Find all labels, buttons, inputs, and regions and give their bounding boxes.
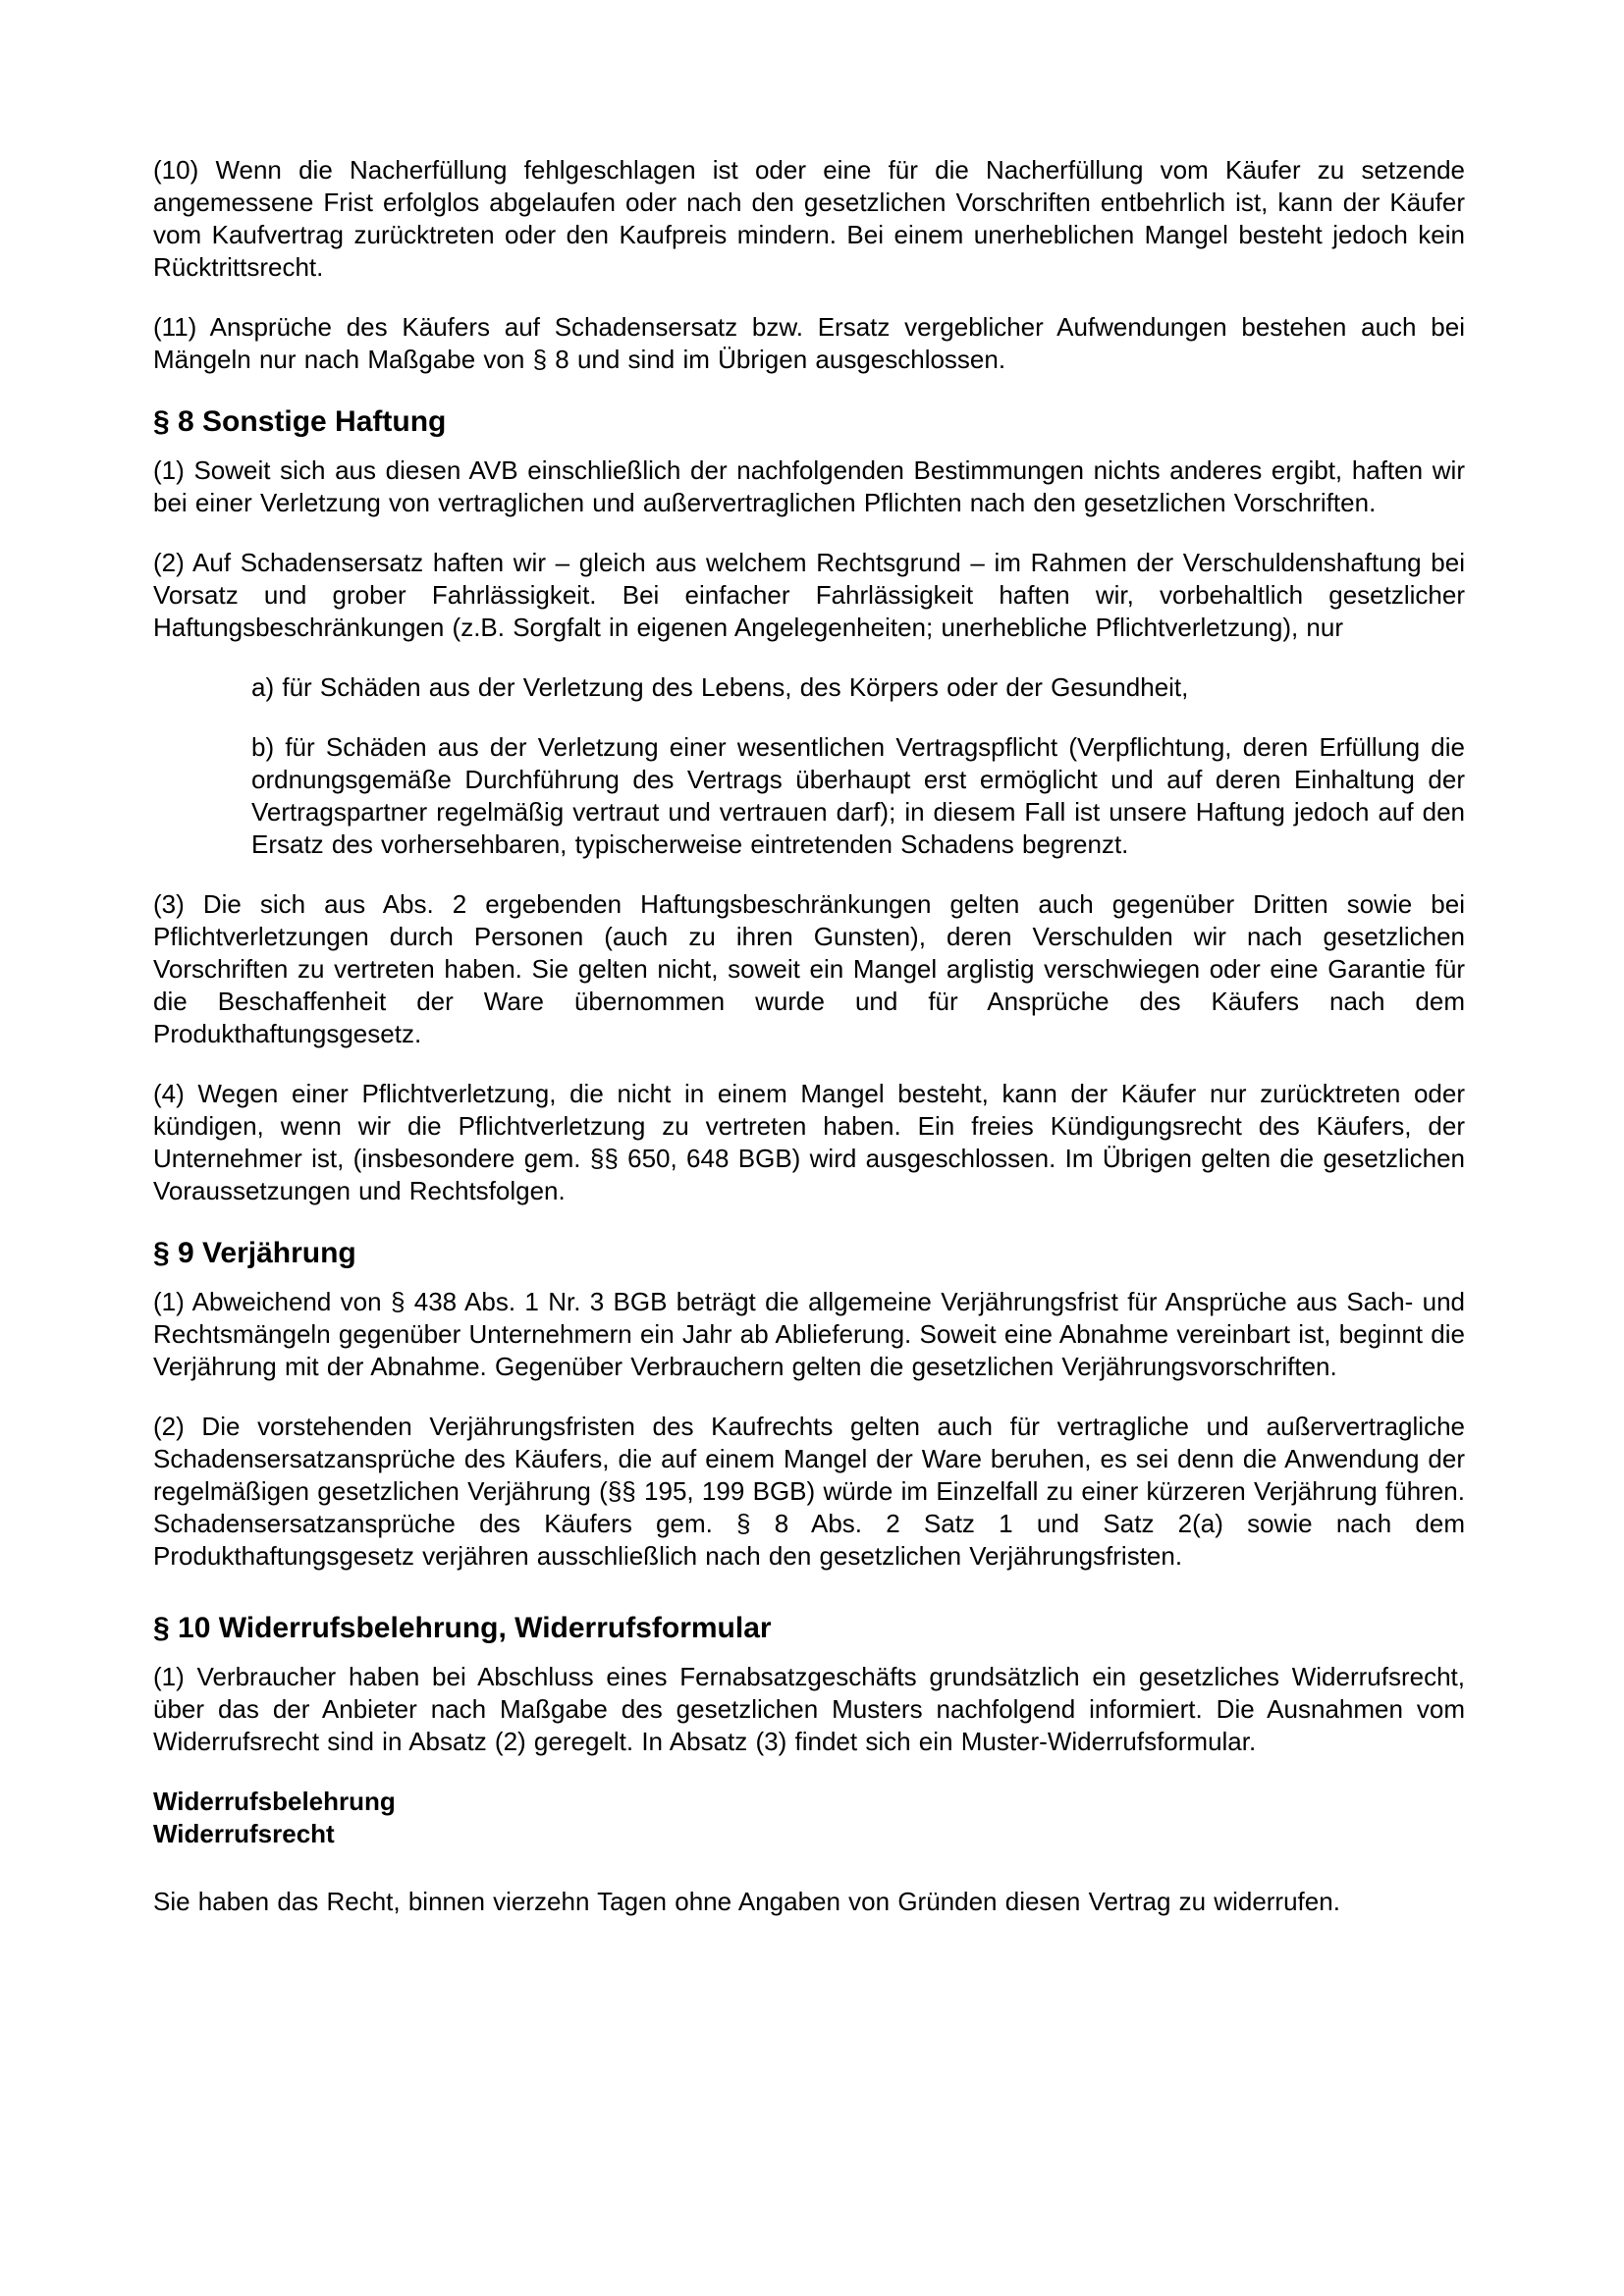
section-10-heading: § 10 Widerrufsbelehrung, Widerrufsformular	[153, 1612, 772, 1644]
section-8-paragraph-4: (4) Wegen einer Pflichtverletzung, die nicht in einem Mangel besteht, kann der Käufer nur zurücktreten oder kündigen, wenn wir die Pflichtverletzung zu vertreten haben. Ein freies Kündigungsrecht des Käufers, der Unternehmer ist, (insbesondere gem. §§ 650, 648 BGB) wird ausgeschlossen. Im Übrigen gelten die gesetzlichen Voraussetzungen und Rechtsfolgen.	[153, 1079, 1465, 1205]
section-9-heading: § 9 Verjährung	[153, 1237, 356, 1269]
section-9-paragraph-2: (2) Die vorstehenden Verjährungsfristen des Kaufrechts gelten auch für vertragliche und außervertragliche Schadensersatzansprüche des Käufers, die auf einem Mangel der Ware beruhen, es sei denn die Anwendung der regelmäßigen gesetzlichen Verjährung (§§ 195, 199 BGB) würde im Einzelfall zu einer kürzeren Verjährung führen. Schadensersatzansprüche des Käufers gem. § 8 Abs. 2 Satz 1 und Satz 2(a) sowie nach dem Produkthaftungsgesetz verjähren ausschließlich nach den gesetzlichen Verjährungsfristen.	[153, 1412, 1465, 1571]
document-content	[153, 154, 1465, 1918]
section-9-paragraph-1: (1) Abweichend von § 438 Abs. 1 Nr. 3 BGB beträgt die allgemeine Verjährungsfrist für Ansprüche aus Sach- und Rechtsmängeln gegenüber Unternehmern ein Jahr ab Ablieferung. Soweit eine Abnahme vereinbart ist, beginnt die Verjährung mit der Abnahme. Gegenüber Verbrauchern gelten die gesetzlichen Verjährungsvorschriften.	[153, 1287, 1465, 1381]
section-8-paragraph-2: (2) Auf Schadensersatz haften wir – gleich aus welchem Rechtsgrund – im Rahmen der Verschuldenshaftung bei Vorsatz und grober Fahrlässigkeit. Bei einfacher Fahrlässigkeit haften wir, vorbehaltlich gesetzlicher Haftungsbeschränkungen (z.B. Sorgfalt in eigenen Angelegenheiten; unerhebliche Pflichtverletzung), nur	[153, 548, 1465, 642]
withdrawal-right-text: Sie haben das Recht, binnen vierzehn Tagen ohne Angaben von Gründen diesen Vertrag zu widerrufen.	[153, 1887, 1340, 1916]
section-10-paragraph-1: (1) Verbraucher haben bei Abschluss eines Fernabsatzgeschäfts grundsätzlich ein gesetzliches Widerrufsrecht, über das der Anbieter nach Maßgabe des gesetzlichen Musters nachfolgend informiert. Die Ausnahmen vom Widerrufsrecht sind in Absatz (2) geregelt. In Absatz (3) findet sich ein Muster-Widerrufsformular.	[153, 1662, 1465, 1756]
section-8-item-a: a) für Schäden aus der Verletzung des Lebens, des Körpers oder der Gesundheit,	[251, 672, 1189, 702]
section-8-item-b: b) für Schäden aus der Verletzung einer wesentlichen Vertragspflicht (Verpflichtung, deren Erfüllung die ordnungsgemäße Durchführung des Vertrags überhaupt erst ermöglicht und auf deren Einhaltung der Vertragspartner regelmäßig vertraut und vertrauen darf); in diesem Fall ist unsere Haftung jedoch auf den Ersatz des vorhersehbaren, typischerweise eintretenden Schadens begrenzt.	[251, 732, 1465, 859]
widerrufsbelehrung-label: Widerrufsbelehrung	[153, 1787, 396, 1816]
section-8-paragraph-1: (1) Soweit sich aus diesen AVB einschließlich der nachfolgenden Bestimmungen nichts anderes ergibt, haften wir bei einer Verletzung von vertraglichen und außervertraglichen Pflichten nach den gesetzlichen Vorschriften.	[153, 455, 1465, 517]
section-8-heading: § 8 Sonstige Haftung	[153, 405, 447, 438]
paragraph-11: (11) Ansprüche des Käufers auf Schadensersatz bzw. Ersatz vergeblicher Aufwendungen bestehen auch bei Mängeln nur nach Maßgabe von § 8 und sind im Übrigen ausgeschlossen.	[153, 312, 1465, 374]
paragraph-10: (10) Wenn die Nacherfüllung fehlgeschlagen ist oder eine für die Nacherfüllung vom Käufer zu setzende angemessene Frist erfolglos abgelaufen oder nach den gesetzlichen Vorschriften entbehrlich ist, kann der Käufer vom Kaufvertrag zurücktreten oder den Kaufpreis mindern. Bei einem unerheblichen Mangel besteht jedoch kein Rücktrittsrecht.	[153, 155, 1465, 282]
widerrufsrecht-label: Widerrufsrecht	[153, 1819, 335, 1848]
withdrawal-headings	[153, 1786, 1465, 1850]
section-8-paragraph-3: (3) Die sich aus Abs. 2 ergebenden Haftungsbeschränkungen gelten auch gegenüber Dritten sowie bei Pflichtverletzungen durch Personen (auch zu ihren Gunsten), deren Verschulden wir nach gesetzlichen Vorschriften zu vertreten haben. Sie gelten nicht, soweit ein Mangel arglistig verschwiegen oder eine Garantie für die Beschaffenheit der Ware übernommen wurde und für Ansprüche des Käufers nach dem Produkthaftungsgesetz.	[153, 889, 1465, 1048]
